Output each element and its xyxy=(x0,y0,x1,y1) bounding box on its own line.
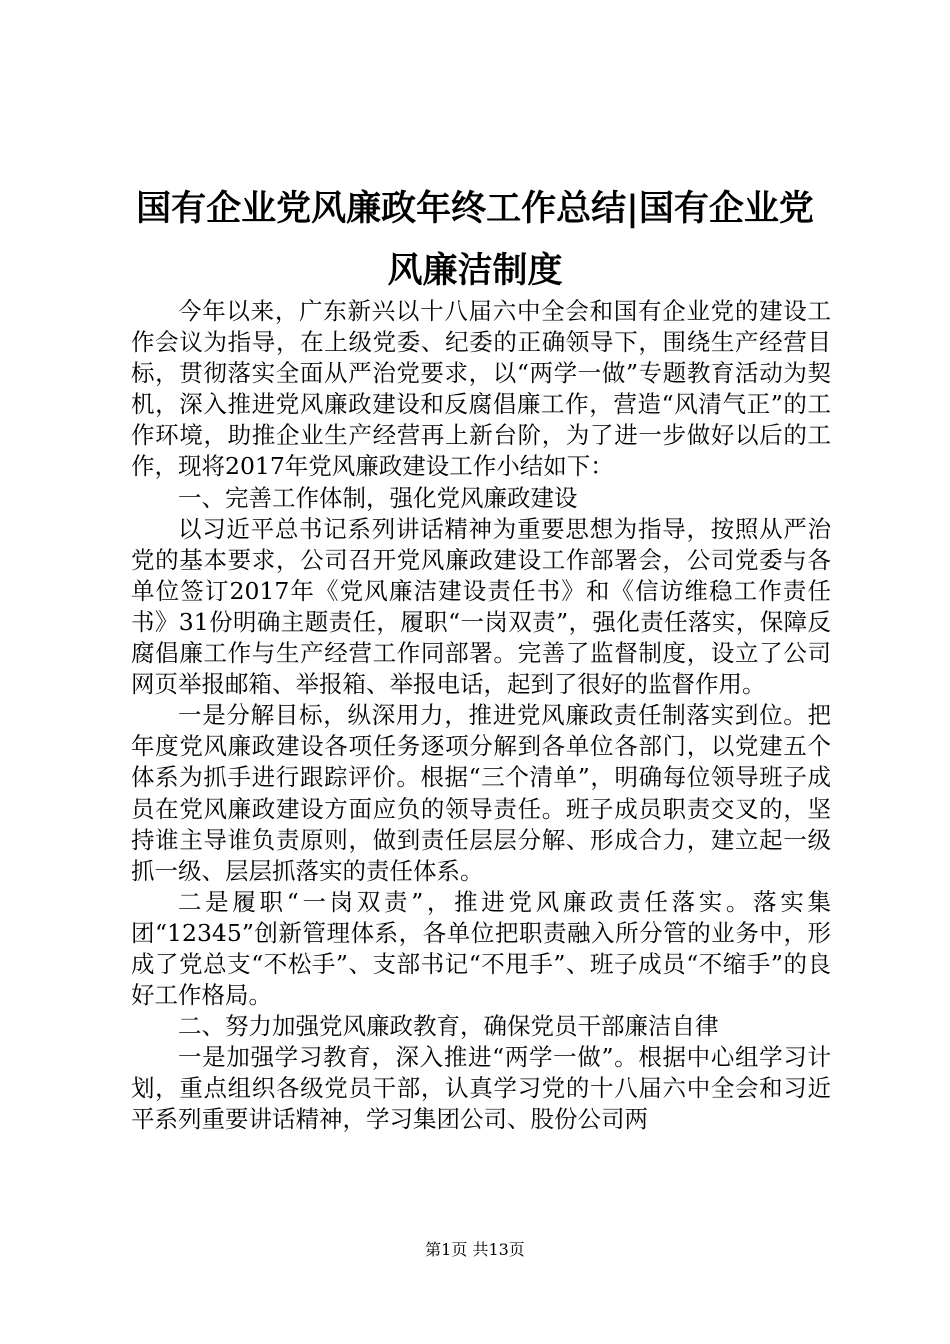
paragraph-section-1: 以习近平总书记系列讲话精神为重要思想为指导，按照从严治党的基本要求，公司召开党风廉政建设工作部署会，公司党委与各单位签订2017年《党风廉洁建设责任书》和《信访维稳工作责任书》31份明确主题责任，履职“一岗双责”，强化责任落实，保障反腐倡廉工作与生产经营工作同部署。完善了监督制度，设立了公司网页举报邮箱、举报箱、举报电话，起到了很好的监督作用。 xyxy=(131,514,831,699)
paragraph-point-1: 一是分解目标，纵深用力，推进党风廉政责任制落实到位。把年度党风廉政建设各项任务逐项分解到各单位各部门，以党建五个体系为抓手进行跟踪评价。根据“三个清单”，明确每位领导班子成员在党风廉政建设方面应负的领导责任。班子成员职责交叉的，坚持谁主导谁负责原则，做到责任层层分解、形成合力，建立起一级抓一级、层层抓落实的责任体系。 xyxy=(131,701,831,885)
paragraph-section-2-point-1: 一是加强学习教育，深入推进“两学一做”。根据中心组学习计划，重点组织各级党员干部，认真学习党的十八届六中全会和习近平系列重要讲话精神，学习集团公司、股份公司两 xyxy=(131,1043,831,1134)
document-title: 国有企业党风廉政年终工作总结|国有企业党风廉洁制度 xyxy=(136,188,814,291)
section-heading-1: 一、完善工作体制，强化党风廉政建设 xyxy=(178,483,578,512)
section-heading-2: 二、努力加强党风廉政教育，确保党员干部廉洁自律 xyxy=(178,1012,719,1041)
paragraph-intro: 今年以来，广东新兴以十八届六中全会和国有企业党的建设工作会议为指导，在上级党委、纪委的正确领导下，围绕生产经营目标，贯彻落实全面从严治党要求，以“两学一做”专题教育活动为契机，深入推进党风廉政建设和反腐倡廉工作，营造“风清气正”的工作环境，助推企业生产经营再上新台阶，为了进一步做好以后的工作，现将2017年党风廉政建设工作小结如下： xyxy=(131,297,831,481)
paragraph-point-2: 二是履职“一岗双责”，推进党风廉政责任落实。落实集团“12345”创新管理体系，各单位把职责融入所分管的业务中，形成了党总支“不松手”、支部书记“不甩手”、班子成员“不缩手”的良好工作格局。 xyxy=(131,887,831,1010)
page-number: 第1页 共13页 xyxy=(425,1240,525,1259)
document-body xyxy=(131,296,831,1136)
